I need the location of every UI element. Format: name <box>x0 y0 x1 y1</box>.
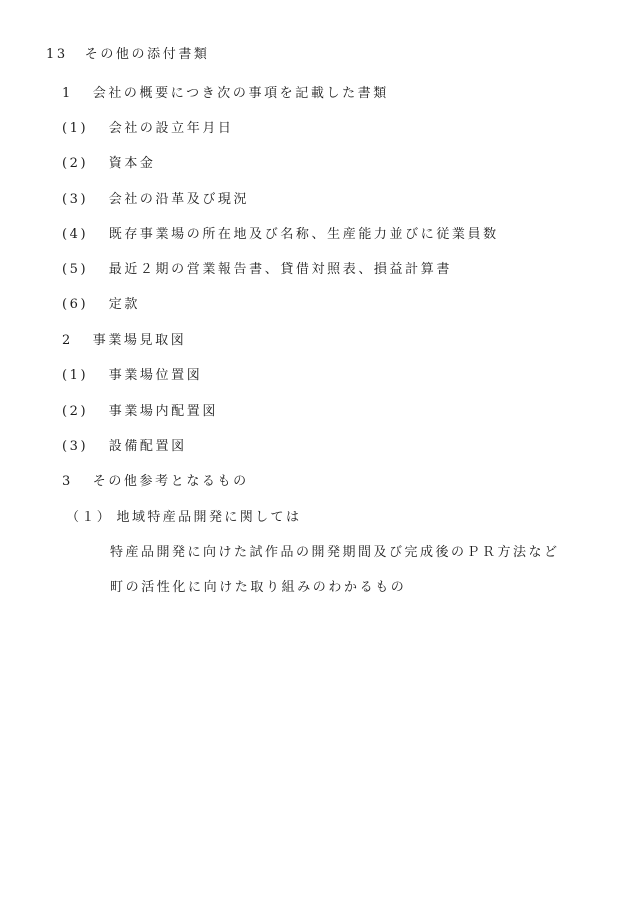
list-item <box>62 297 140 313</box>
section-number: 3 <box>62 474 73 489</box>
section-2-title <box>62 333 186 349</box>
section-text: 会社の概要につき次の事項を記載した書類 <box>92 86 389 101</box>
heading-number: 13 <box>46 47 68 62</box>
list-item <box>62 121 234 137</box>
heading-text: その他の添付書類 <box>84 47 210 62</box>
list-item <box>62 439 187 455</box>
item-number: (5) <box>62 262 89 277</box>
item-text: 既存事業場の所在地及び名称、生産能力並びに従業員数 <box>108 227 499 242</box>
list-item <box>62 192 249 208</box>
item-text: 会社の沿革及び現況 <box>108 192 250 207</box>
item-text: 資本金 <box>108 156 156 171</box>
item-number: (2) <box>62 156 89 171</box>
note-line: 特産品開発に向けた試作品の開発期間及び完成後のＰＲ方法など <box>110 545 560 560</box>
section-1-title <box>62 86 389 102</box>
item-text: 事業場内配置図 <box>108 404 218 419</box>
item-number: (1) <box>62 368 89 383</box>
section-number: 2 <box>62 333 73 348</box>
item-number: (3) <box>62 192 89 207</box>
list-item <box>62 404 218 420</box>
note-line: 町の活性化に向けた取り組みのわかるもの <box>110 580 407 595</box>
item-text: 会社の設立年月日 <box>108 121 234 136</box>
item-text: 設備配置図 <box>108 439 187 454</box>
heading <box>46 47 210 63</box>
item-text: 地域特産品開発に関しては <box>116 510 302 525</box>
list-item <box>62 227 499 243</box>
section-text: その他参考となるもの <box>92 474 249 489</box>
item-number: (4) <box>62 227 89 242</box>
item-number: （１） <box>66 510 113 525</box>
list-item <box>62 156 156 172</box>
item-number: (6) <box>62 297 89 312</box>
item-text: 事業場位置図 <box>108 368 203 383</box>
section-number: 1 <box>62 86 73 101</box>
item-text: 定款 <box>108 297 140 312</box>
list-item <box>62 262 452 278</box>
section-text: 事業場見取図 <box>92 333 187 348</box>
section-3-title <box>62 474 249 490</box>
list-item <box>66 510 301 526</box>
item-number: (1) <box>62 121 89 136</box>
item-number: (3) <box>62 439 89 454</box>
item-number: (2) <box>62 404 89 419</box>
item-text: 最近２期の営業報告書、貸借対照表、損益計算書 <box>108 262 452 277</box>
list-item <box>62 368 202 384</box>
